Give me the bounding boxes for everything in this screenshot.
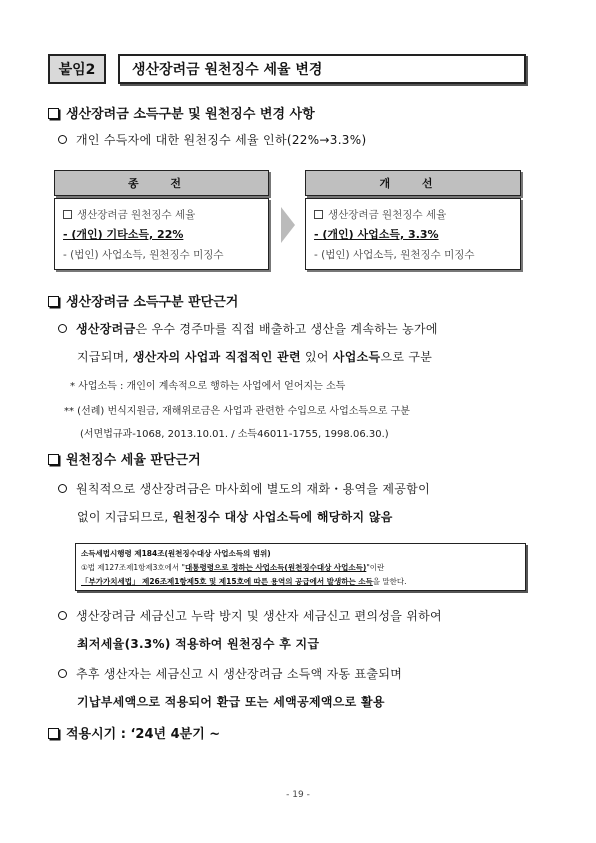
after-header: 개 선 <box>305 170 521 196</box>
section3-bullet2-line2: 최저세율(3.3%) 적용하여 원천징수 후 지급 <box>77 637 320 651</box>
section3-heading: 원천징수 세율 판단근거 <box>48 449 201 468</box>
section2-bullet1-line2: 지급되며, 생산자의 사업과 직접적인 관련 있어 사업소득으로 구분 <box>77 350 433 364</box>
circle-bullet-icon <box>58 324 67 333</box>
section3-bullet3-line1: 추후 생산자는 세금신고 시 생산장려금 소득액 자동 표출되며 <box>58 665 402 682</box>
before-rate: (개인) 기타소득, 22% <box>71 228 184 241</box>
circle-bullet-icon <box>58 484 67 493</box>
section1-bullet: 개인 수득자에 대한 원천징수 세율 인하(22%→3.3%) <box>58 131 366 148</box>
section1-heading: 생산장려금 소득구분 및 원천징수 변경 사항 <box>48 103 315 122</box>
before-box: 생산장려금 원천징수 세율 - (개인) 기타소득, 22% - (법인) 사업소득, 원천징수 미징수 <box>54 198 269 270</box>
footnote-3: (서면법규과-1068, 2013.10.01. / 소득46011-1755, 1998.06.30.) <box>80 429 389 440</box>
footnote-1: * 사업소득 : 개인이 계속적으로 행하는 사업에서 얻어지는 소득 <box>70 381 346 392</box>
section4-heading: 적용시기 : ‘24년 4분기 ~ <box>48 723 220 742</box>
checkbox-square-icon <box>48 108 59 119</box>
section2-heading: 생산장려금 소득구분 판단근거 <box>48 291 238 310</box>
after-box: 생산장려금 원천징수 세율 - (개인) 사업소득, 3.3% - (법인) 사업소득, 원천징수 미징수 <box>305 198 521 270</box>
section3-bullet1-line2: 없이 지급되므로, 원천징수 대상 사업소득에 해당하지 않음 <box>77 510 393 524</box>
before-header: 종 전 <box>54 170 269 196</box>
square-bullet-icon <box>314 210 323 219</box>
appendix-tag: 붙임2 <box>48 54 106 84</box>
checkbox-square-icon <box>48 728 59 739</box>
circle-bullet-icon <box>58 669 67 678</box>
circle-bullet-icon <box>58 611 67 620</box>
page-number: - 19 - <box>286 790 310 800</box>
page-title: 생산장려금 원천징수 세율 변경 <box>118 54 526 84</box>
section3-bullet3-line2: 기납부세액으로 적용되어 환급 또는 세액공제액으로 활용 <box>77 695 385 709</box>
circle-bullet-icon <box>58 135 67 144</box>
arrow-right-icon <box>281 207 295 243</box>
section3-bullet1-line1: 원칙적으로 생산장려금은 마사회에 별도의 재화・용역을 제공함이 <box>58 480 430 497</box>
square-bullet-icon <box>63 210 72 219</box>
checkbox-square-icon <box>48 454 59 465</box>
law-citation-box: 소득세법시행령 제184조(원천징수대상 사업소득의 범위) ①법 제127조제1항제3호에서 "대통령령으로 정하는 사업소득(원천징수대상 사업소득)"이란 「부가가치세법」 제26조제1항제5호 및 제15호에 따른 용역의 공급에서 발생하는 소득을 말한다. <box>75 543 526 591</box>
footnote-2: ** (선례) 번식지원금, 재해위로금은 사업과 관련한 수입으로 사업소득으로 구분 <box>64 406 410 417</box>
section3-bullet2-line1: 생산장려금 세금신고 누락 방지 및 생산자 세금신고 편의성을 위하여 <box>58 607 442 624</box>
section2-bullet1-line1: 생산장려금은 우수 경주마를 직접 배출하고 생산을 계속하는 농가에 <box>58 320 438 337</box>
checkbox-square-icon <box>48 296 59 307</box>
after-rate: (개인) 사업소득, 3.3% <box>322 228 439 241</box>
